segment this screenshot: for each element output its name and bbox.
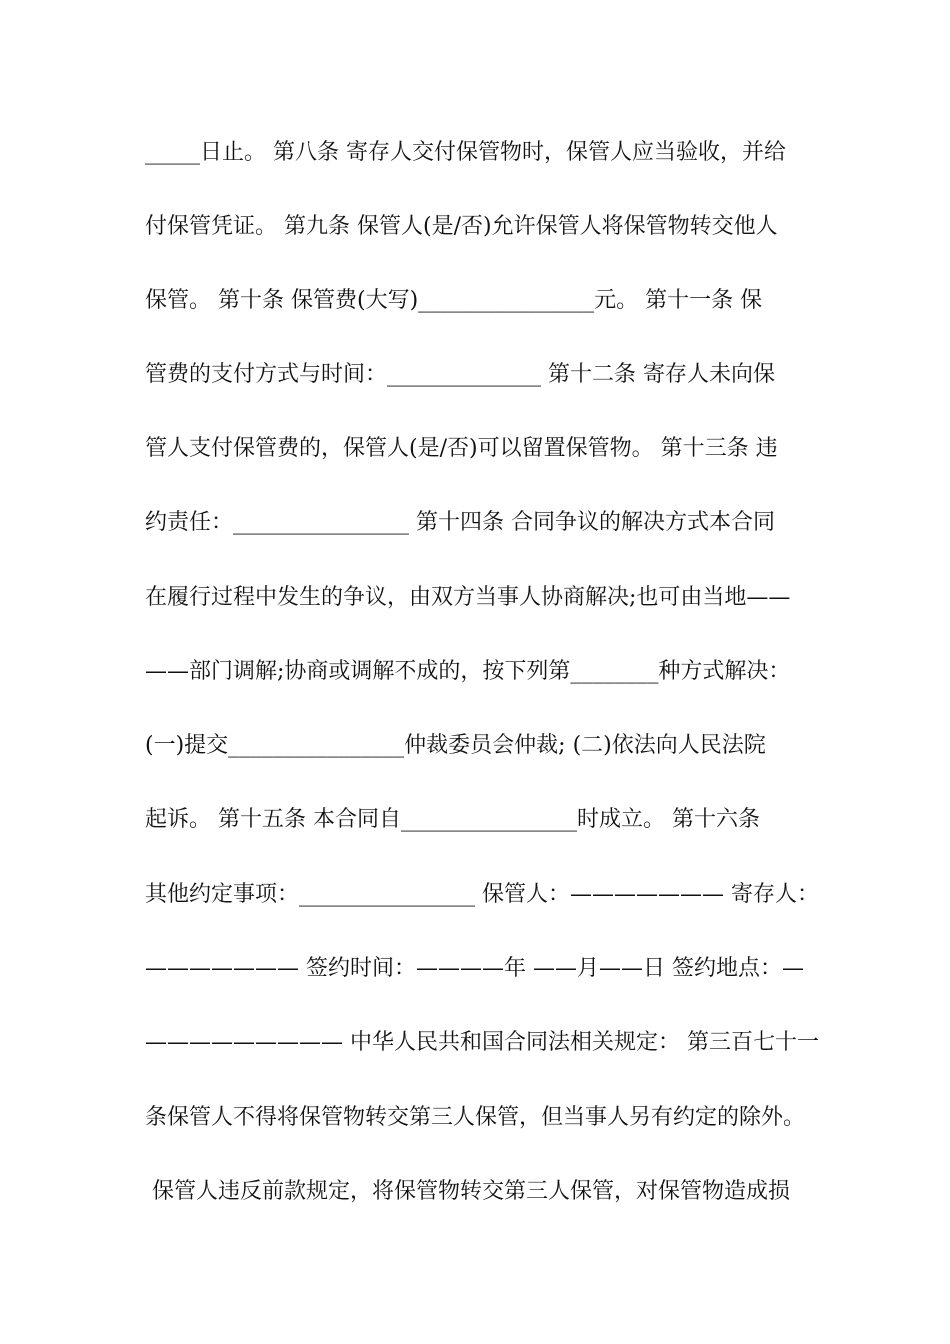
text-line-10: 起诉。 第十五条 本合同自________________时成立。 第十六条 xyxy=(145,807,760,832)
text-line-11: 其他约定事项：________________ 保管人：——————— 寄存人： xyxy=(145,882,819,907)
text-line-14: 条保管人不得将保管物转交第三人保管，但当事人另有约定的除外。 xyxy=(145,1105,806,1130)
text-line-4: 管费的支付方式与时间：______________ 第十二条 寄存人未向保 xyxy=(145,362,775,387)
text-line-9: (一)提交________________仲裁委员会仲裁; (二)依法向人民法院 xyxy=(145,733,766,758)
text-line-12: ——————— 签约时间：————年 ——月——日 签约地点：— xyxy=(145,956,804,981)
text-line-6: 约责任：________________ 第十四条 合同争议的解决方式本合同 xyxy=(145,510,775,535)
text-line-7: 在履行过程中发生的争议，由双方当事人协商解决;也可由当地—— xyxy=(145,585,791,610)
text-line-15: 保管人违反前款规定，将保管物转交第三人保管，对保管物造成损 xyxy=(145,1179,790,1204)
text-line-2: 付保管凭证。 第九条 保管人(是/否)允许保管人将保管物转交他人 xyxy=(145,214,778,239)
text-line-8: ——部门调解;协商或调解不成的，按下列第________种方式解决： xyxy=(145,659,791,684)
text-line-5: 管人支付保管费的，保管人(是/否)可以留置保管物。 第十三条 违 xyxy=(145,436,778,461)
text-line-3: 保管。 第十条 保管费(大写)________________元。 第十一条 保 xyxy=(145,288,763,313)
text-line-1: _____日止。 第八条 寄存人交付保管物时，保管人应当验收，并给 xyxy=(145,140,786,165)
text-line-13: ————————— 中华人民共和国合同法相关规定： 第三百七十一 xyxy=(145,1030,819,1055)
